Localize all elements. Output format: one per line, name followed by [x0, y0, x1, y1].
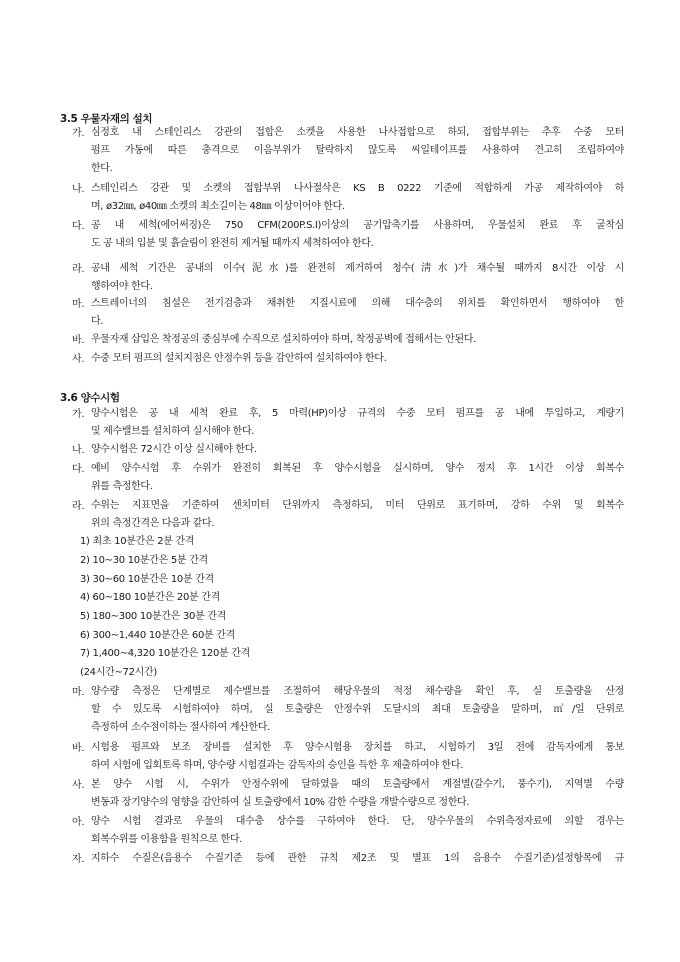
item-marker: 라. — [72, 264, 85, 275]
item-marker: 마. — [72, 687, 85, 698]
list-item-na — [72, 441, 624, 459]
list-item-ma — [72, 295, 624, 331]
list-item-ga — [72, 405, 624, 441]
item-marker: 사. — [72, 780, 85, 791]
list-item-ja — [72, 850, 624, 868]
list-item-na — [72, 180, 624, 216]
item-line: 다. — [91, 316, 104, 327]
item-marker: 다. — [72, 464, 85, 475]
section-title-3-6: 3.6 양수시험 — [60, 392, 120, 404]
item-line: 양수시험은 공 내 세척 완료 후, 5 마력(HP)이상 규격의 수중 모터 펌프를 공 내에 투입하고, 계량기 — [91, 408, 624, 419]
item-line: 변동과 장기양수의 영향을 감안하여 실 토출량에서 10% 감한 수량을 개발수량으로 정한다. — [91, 797, 470, 808]
item-line: 할 수 있도록 시험하여야 하며, 실 토출량은 안정수위 도달시의 최대 토출량을 말하며, ㎥/일 단위로 — [91, 704, 624, 715]
list-item-ra — [72, 260, 624, 296]
list-item-sa — [72, 776, 624, 812]
item-line: 수중 모터 펌프의 설치지점은 안정수위 등을 감안하여 설치하여야 한다. — [91, 353, 387, 364]
item-line: 행하여야 한다. — [91, 281, 153, 292]
interval-note: (24시간∼72시간) — [80, 667, 157, 678]
item-line: 심정호 내 스테인리스 강관의 접합은 소켓을 사용한 나사접합으로 하되, 접합부위는 추후 수중 모터 — [91, 127, 624, 138]
item-marker: 가. — [72, 128, 85, 139]
item-line: 및 제수밸브를 설치하여 실시해야 한다. — [91, 426, 255, 437]
item-line: 예비 양수시험 후 수위가 완전히 회복된 후 양수시험을 실시하며, 양수 정지 후 1시간 이상 회복수 — [91, 463, 624, 474]
list-item-ba — [72, 739, 624, 775]
item-line: 본 양수 시험 시, 수위가 안정수위에 달하였을 때의 토출량에서 계절별(갈수기, 풍수기), 지역별 수량 — [91, 779, 624, 790]
item-marker: 바. — [72, 743, 85, 754]
item-line: 스테인리스 강관 및 소켓의 접합부위 나사절삭은 KS B 0222 기준에 적합하게 가공 제작하여야 하 — [91, 183, 624, 194]
item-line: 위를 측정한다. — [91, 481, 153, 492]
item-line: 공내 세척 기간은 공내의 이수(泥水)를 완전히 제거하여 청수(淸水)가 채수될 때까지 8시간 이상 시 — [91, 263, 624, 274]
item-line: 며, ø32㎜, ø40㎜ 소켓의 최소길이는 48㎜ 이상이어야 한다. — [91, 201, 345, 212]
item-marker: 라. — [72, 501, 85, 512]
item-marker: 바. — [72, 335, 85, 346]
item-line: 지하수 수질은(음용수 수질기준 등에 관한 규칙 제2조 및 별표 1의 음용수 수질기준)설정항목에 규 — [91, 853, 624, 864]
item-marker: 아. — [72, 817, 85, 828]
item-line: 우물자재 삽입은 착정공의 중심부에 수직으로 설치하여야 하며, 착정공벽에 접해서는 안된다. — [91, 334, 476, 345]
item-line: 양수량 측정은 단계별로 제수밸브를 조절하여 해당우물의 적정 채수량을 확인 후, 실 토출량을 산정 — [91, 686, 624, 697]
interval-item-4: 4) 60∼180 10분간은 20분 간격 — [80, 592, 220, 603]
item-line: 수위는 지표면을 기준하여 센치미터 단위까지 측정하되, 미터 단위로 표기하며, 강하 수위 및 회복수 — [91, 500, 624, 511]
item-marker: 사. — [72, 354, 85, 365]
interval-item-3: 3) 30∼60 10분간은 10분 간격 — [80, 574, 214, 585]
item-line: 위의 측정간격은 다음과 같다. — [91, 518, 215, 529]
item-line: 회복수위를 이용함을 원칙으로 한다. — [91, 834, 242, 845]
interval-item-2: 2) 10∼30 10분간은 5분 간격 — [80, 555, 208, 566]
list-item-sa — [72, 350, 624, 368]
list-item-ba — [72, 331, 624, 349]
interval-item-6: 6) 300∼1,440 10분간은 60분 간격 — [80, 630, 235, 641]
item-line: 하여 시험에 입회토록 하며, 양수량 시험결과는 감독자의 승인을 득한 후 제출하여야 한다. — [91, 760, 463, 771]
list-item-da — [72, 217, 624, 253]
interval-item-5: 5) 180∼300 10분간은 30분 간격 — [80, 611, 227, 622]
item-marker: 자. — [72, 854, 85, 865]
interval-item-7: 7) 1,400∼4,320 10분간은 120분 간격 — [80, 648, 250, 659]
item-line: 스트레이너의 침설은 전기검층과 채취한 지질시료에 의해 대수층의 위치를 확인하면서 행하여야 한 — [91, 298, 624, 309]
list-item-ra — [72, 497, 624, 533]
item-marker: 다. — [72, 221, 85, 232]
item-line: 펌프 가동에 따른 충격으로 이음부위가 탈락하지 않도록 씨일테이프를 사용하여 견고히 조립하여야 — [91, 145, 624, 156]
item-line: 측정하여 소수점이하는 절사하여 계산한다. — [91, 722, 270, 733]
list-item-ma — [72, 683, 624, 737]
list-item-da — [72, 460, 624, 496]
item-line: 도 공 내의 입분 및 흙슬림이 완전히 제거될 때까지 세척하여야 한다. — [91, 238, 374, 249]
item-line: 양수 시험 결과로 우물의 대수층 상수를 구하여야 한다. 단, 양수우물의 수위측정자료에 의할 경우는 — [91, 816, 624, 827]
item-marker: 마. — [72, 299, 85, 310]
item-line: 시험용 펌프와 보조 장비를 설치한 후 양수시험용 장치를 하고, 시험하기 3일 전에 감독자에게 통보 — [91, 742, 624, 753]
interval-item-1: 1) 최초 10분간은 2분 간격 — [80, 536, 195, 547]
item-marker: 나. — [72, 445, 85, 456]
section-title-3-5: 3.5 우물자재의 설치 — [60, 113, 153, 125]
list-item-a — [72, 813, 624, 849]
item-line: 양수시험은 72시간 이상 실시해야 한다. — [91, 444, 257, 455]
item-marker: 나. — [72, 184, 85, 195]
list-item-ga — [72, 124, 624, 178]
item-marker: 가. — [72, 409, 85, 420]
item-line: 공 내 세척(에어써징)은 750 CFM(200P.S.I)이상의 공기압축기를 사용하며, 우물설치 완료 후 굴착심 — [91, 220, 624, 231]
item-line: 한다. — [91, 163, 113, 174]
